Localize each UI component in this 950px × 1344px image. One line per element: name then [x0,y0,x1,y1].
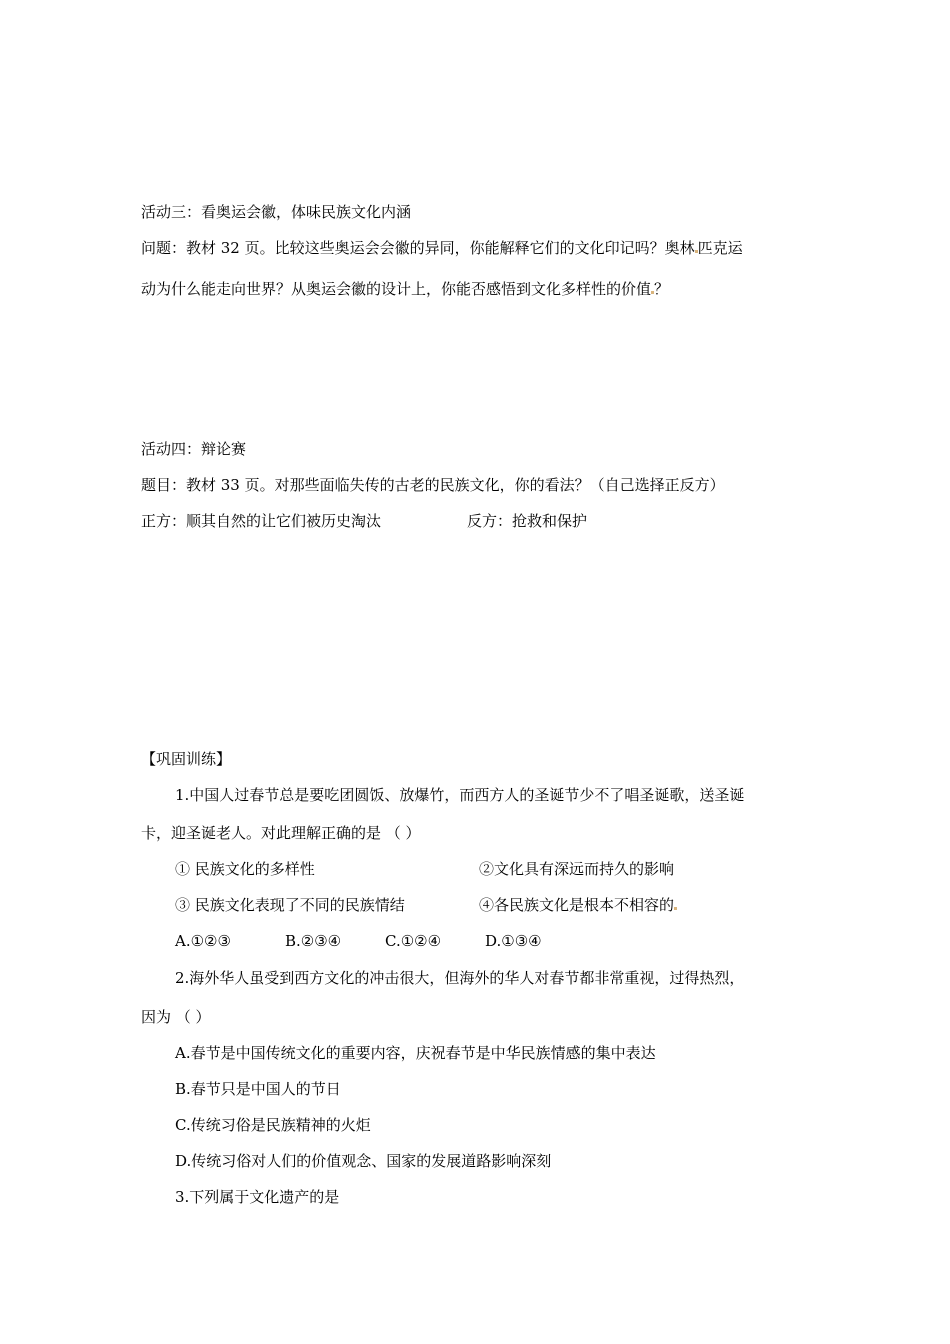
activity3-question-line1-b: 匹克运 [697,239,743,257]
q1-statement-4-line [479,895,677,915]
activity3-question-line1-a: 问题：教材 32 页。比较这些奥运会会徽的异同，你能解释它们的文化印记吗？奥林 [141,239,695,257]
activity4-con: 反方：抢救和保护 [467,512,588,530]
q1-statement-3: ③ 民族文化表现了不同的民族情结 [175,896,405,914]
q1-options [175,931,542,951]
q1-option-a: A.①②③ [175,932,231,950]
q2-option-d: D.传统习俗对人们的价值观念、国家的发展道路影响深刻 [175,1152,552,1170]
activity4-pro: 正方：顺其自然的让它们被历史淘汰 [141,512,382,530]
practice-heading: 【巩固训练】 [141,750,232,768]
q2-stem-line2: 因为 （ ） [141,1008,211,1026]
activity4-topic: 题目：教材 33 页。对那些面临失传的古老的民族文化，你的看法？（自己选择正反方） [141,476,725,494]
q1-statement-1: ① 民族文化的多样性 [175,860,315,878]
activity3-question-line2-b: ？ [654,280,670,298]
q1-stem-line1: 1.中国人过春节总是要吃团圆饭、放爆竹，而西方人的圣诞节少不了唱圣诞歌，送圣诞 [175,786,745,804]
q1-statement-4: ④各民族文化是根本不相容的 [479,896,675,914]
q1-statement-2: ②文化具有深远而持久的影响 [479,860,675,878]
q2-option-a: A.春节是中国传统文化的重要内容，庆祝春节是中华民族情感的集中表达 [175,1044,656,1062]
q2-option-b: B.春节只是中国人的节日 [175,1080,341,1098]
q2-option-c: C.传统习俗是民族精神的火炬 [175,1116,371,1134]
activity3-question-line2 [141,279,669,299]
q1-option-b: B.②③④ [285,932,342,950]
activity3-question-line1 [141,238,743,258]
mark-dot [674,907,677,910]
q1-option-c: C.①②④ [385,932,442,950]
activity3-question-line2-a: 动为什么能走向世界？从奥运会徽的设计上，你能否感悟到文化多样性的价值 [141,280,652,298]
q1-option-d: D.①③④ [485,932,542,950]
activity4-title: 活动四：辩论赛 [141,440,247,458]
activity3-title: 活动三：看奥运会徽，体味民族文化内涵 [141,203,412,221]
q1-stem-line2: 卡，迎圣诞老人。对此理解正确的是 （ ） [141,824,421,842]
q3-stem: 3.下列属于文化遗产的是 [175,1188,340,1206]
q2-stem-line1: 2.海外华人虽受到西方文化的冲击很大，但海外的华人对春节都非常重视，过得热烈， [175,969,745,987]
